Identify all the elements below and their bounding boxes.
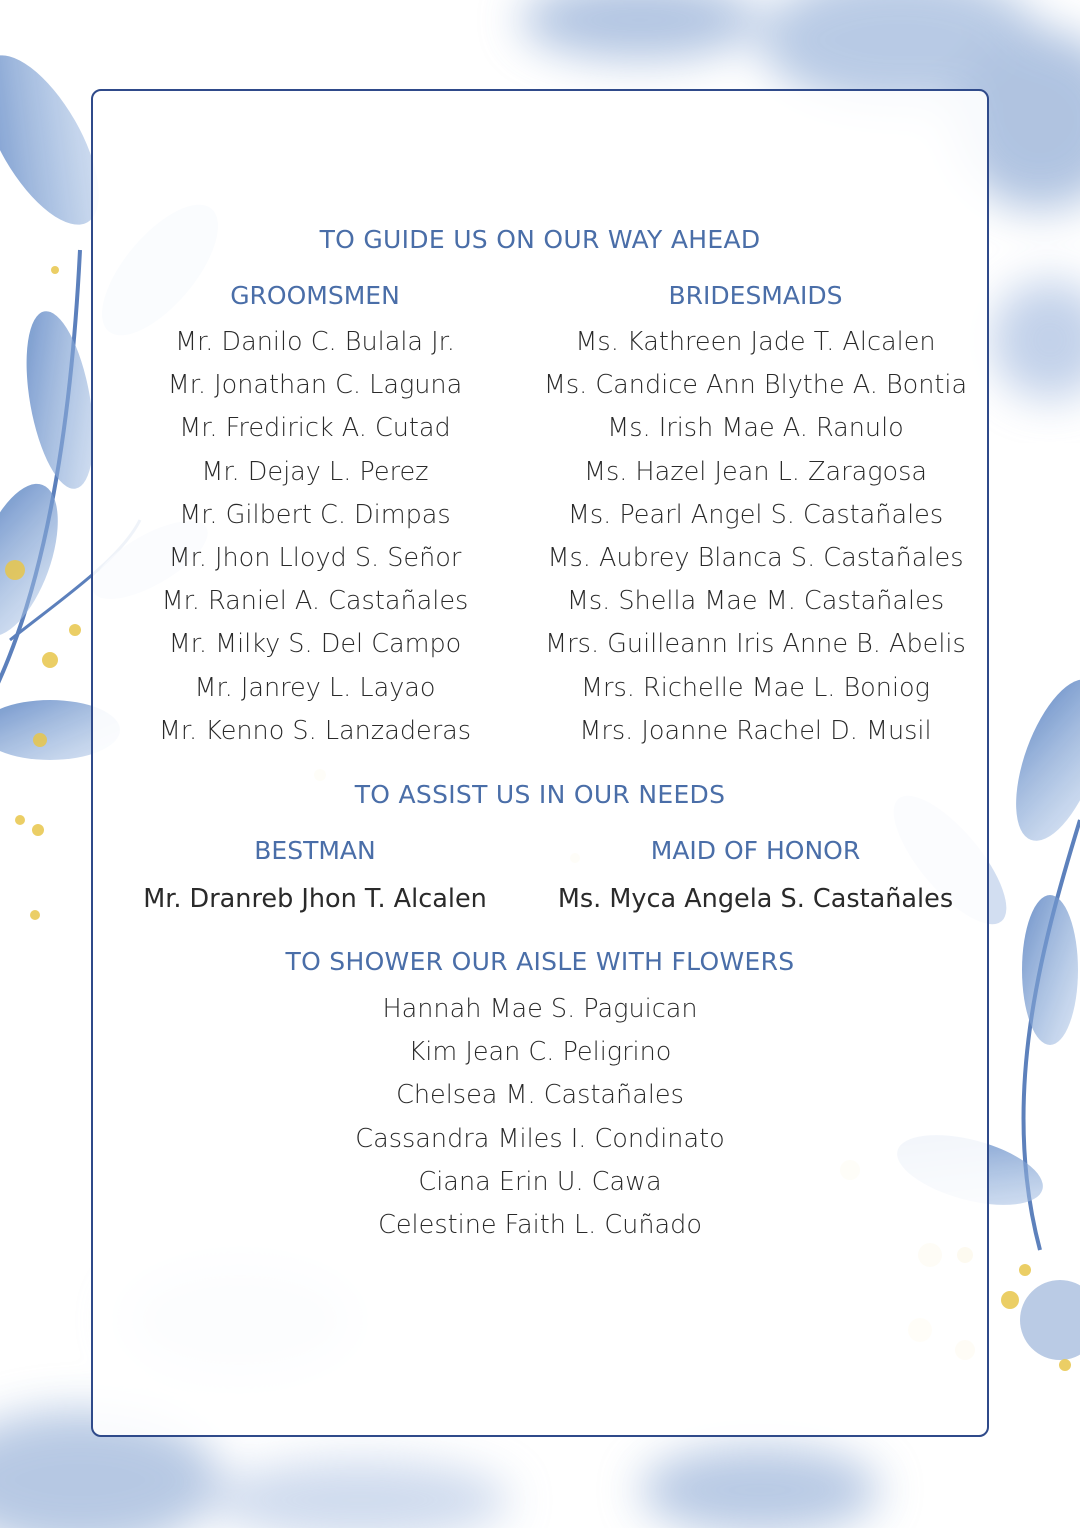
maid-of-honor-name: Ms. Myca Angela S. Castañales — [557, 884, 954, 914]
groomsmen-heading: GROOMSMEN — [230, 281, 400, 310]
list-item: Ms. Aubrey Blanca S. Castañales — [547, 542, 964, 573]
list-item: Ms. Kathreen Jade T. Alcalen — [575, 327, 936, 357]
list-item: Mr. Kenno S. Lanzaderas — [158, 715, 472, 746]
bridesmaids-heading: BRIDESMAIDS — [668, 281, 843, 310]
list-item: Chelsea M. Castañales — [396, 1080, 684, 1111]
list-item: Mr. Milky S. Del Campo — [168, 629, 462, 660]
list-item: Ciana Erin U. Cawa — [418, 1166, 662, 1197]
list-item: Mr. Fredirick A. Cutad — [179, 413, 451, 444]
bridesmaids-list — [533, 321, 978, 753]
section-title-assist: TO ASSIST US IN OUR NEEDS — [354, 780, 726, 809]
list-item: Ms. Irish Mae A. Ranulo — [607, 413, 904, 444]
list-item: Kim Jean C. Peligrino — [408, 1037, 672, 1068]
flower-girls-list — [93, 988, 987, 1247]
list-item: Ms. Hazel Jean L. Zaragosa — [583, 456, 928, 487]
list-item: Mr. Jhon Lloyd S. Señor — [168, 542, 462, 573]
section-title-guide: TO GUIDE US ON OUR WAY AHEAD — [319, 225, 761, 254]
list-item: Mr. Raniel A. Castañales — [161, 586, 469, 617]
list-item: Mr. Dejay L. Perez — [201, 456, 429, 487]
list-item: Mrs. Guilleann Iris Anne B. Abelis — [545, 629, 966, 660]
maid-of-honor-heading: MAID OF HONOR — [650, 836, 861, 865]
bestman-name: Mr. Dranreb Jhon T. Alcalen — [143, 884, 487, 914]
list-item: Hannah Mae S. Paguican — [382, 994, 698, 1024]
list-item: Ms. Shella Mae M. Castañales — [566, 586, 945, 617]
bestman-heading: BESTMAN — [254, 836, 376, 865]
section-title-flowers: TO SHOWER OUR AISLE WITH FLOWERS — [285, 947, 795, 976]
list-item: Ms. Candice Ann Blythe A. Bontia — [543, 370, 968, 401]
groomsmen-list — [115, 321, 515, 753]
list-item: Celestine Faith L. Cuñado — [378, 1209, 702, 1240]
attendants-card — [91, 89, 989, 1437]
list-item: Mr. Janrey L. Layao — [194, 672, 436, 703]
list-item: Mr. Gilbert C. Dimpas — [179, 499, 451, 530]
list-item: Mr. Danilo C. Bulala Jr. — [175, 327, 455, 357]
list-item: Ms. Pearl Angel S. Castañales — [567, 499, 944, 530]
list-item: Mrs. Richelle Mae L. Boniog — [581, 672, 930, 703]
list-item: Mr. Jonathan C. Laguna — [167, 370, 463, 401]
list-item: Mrs. Joanne Rachel D. Musil — [579, 715, 932, 746]
list-item: Cassandra Miles I. Condinato — [355, 1123, 725, 1154]
